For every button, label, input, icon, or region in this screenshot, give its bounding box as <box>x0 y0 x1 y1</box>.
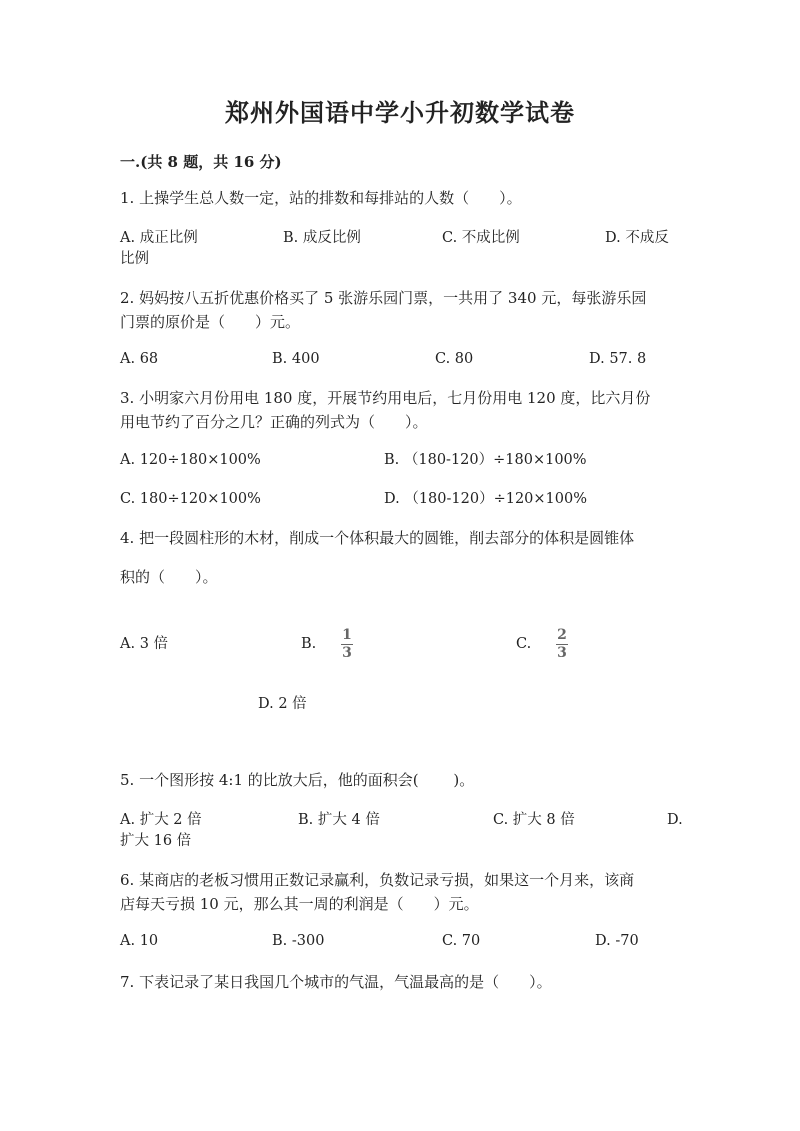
question-7-text: 7. 下表记录了某日我国几个城市的气温，气温最高的是（ ）。 <box>120 973 552 991</box>
section-heading: 一.(共 8 题，共 16 分) <box>120 153 282 171</box>
question-3-option-c[interactable]: C. 180÷120×100% <box>120 491 261 507</box>
question-5-text: 5. 一个图形按 4:1 的比放大后，他的面积会( )。 <box>120 771 475 789</box>
question-1-option-c[interactable]: C. 不成比例 <box>442 230 520 246</box>
question-2-text: 2. 妈妈按八五折优惠价格买了 5 张游乐园门票，一共用了 340 元，每张游乐园 门票的原价是（ ）元。 <box>120 289 647 331</box>
question-6-text: 6. 某商店的老板习惯用正数记录赢利，负数记录亏损，如果这一个月来，该商 店每天亏损 10 元，那么其一周的利润是（ ）元。 <box>120 871 635 913</box>
question-5-option-b[interactable]: B. 扩大 4 倍 <box>298 812 380 828</box>
question-2-option-d[interactable]: D. 57. 8 <box>589 351 647 367</box>
question-4-option-d[interactable]: D. 2 倍 <box>258 696 307 712</box>
question-5-option-a[interactable]: A. 扩大 2 倍 <box>120 812 202 828</box>
question-6-option-b[interactable]: B. -300 <box>272 933 325 949</box>
question-2-option-a[interactable]: A. 68 <box>120 351 159 367</box>
fraction-denominator: 3 <box>342 645 352 661</box>
question-6-option-d[interactable]: D. -70 <box>595 933 639 949</box>
question-1-option-b[interactable]: B. 成反比例 <box>283 230 361 246</box>
question-4-option-c[interactable]: C. <box>516 636 532 652</box>
question-1-option-d-wrap: 比例 <box>120 251 149 267</box>
fraction-numerator: 1 <box>342 627 352 643</box>
question-1-option-d[interactable]: D. 不成反 <box>605 230 669 246</box>
question-4-option-b-fraction <box>341 628 353 661</box>
question-4-option-c-fraction <box>556 628 568 661</box>
question-6-option-a[interactable]: A. 10 <box>120 933 159 949</box>
question-3-option-a[interactable]: A. 120÷180×100% <box>120 452 261 468</box>
question-4-text-line1: 4. 把一段圆柱形的木材，削成一个体积最大的圆锥，削去部分的体积是圆锥体 <box>120 529 635 547</box>
question-2-option-c[interactable]: C. 80 <box>435 351 474 367</box>
question-3-option-d[interactable]: D. （180-120）÷120×100% <box>384 491 588 507</box>
question-4-option-a[interactable]: A. 3 倍 <box>120 636 169 652</box>
question-1-option-a[interactable]: A. 成正比例 <box>120 230 198 246</box>
question-5-option-d-wrap: 扩大 16 倍 <box>120 833 192 849</box>
question-1-text: 1. 上操学生总人数一定，站的排数和每排站的人数（ ）。 <box>120 189 522 207</box>
question-6-option-c[interactable]: C. 70 <box>442 933 481 949</box>
fraction-denominator: 3 <box>557 645 567 661</box>
question-4-option-b[interactable]: B. <box>301 636 317 652</box>
question-3-option-b[interactable]: B. （180-120）÷180×100% <box>384 452 587 468</box>
question-4-text-line2: 积的（ ）。 <box>120 568 218 586</box>
question-5-option-d[interactable]: D. <box>667 812 683 828</box>
question-3-text: 3. 小明家六月份用电 180 度，开展节约用电后，七月份用电 120 度，比六月份 用电节约了百分之几？正确的列式为（ ）。 <box>120 389 651 431</box>
fraction-numerator: 2 <box>557 627 567 643</box>
question-2-option-b[interactable]: B. 400 <box>272 351 320 367</box>
question-5-option-c[interactable]: C. 扩大 8 倍 <box>493 812 575 828</box>
page-title: 郑州外国语中学小升初数学试卷 <box>225 98 575 127</box>
